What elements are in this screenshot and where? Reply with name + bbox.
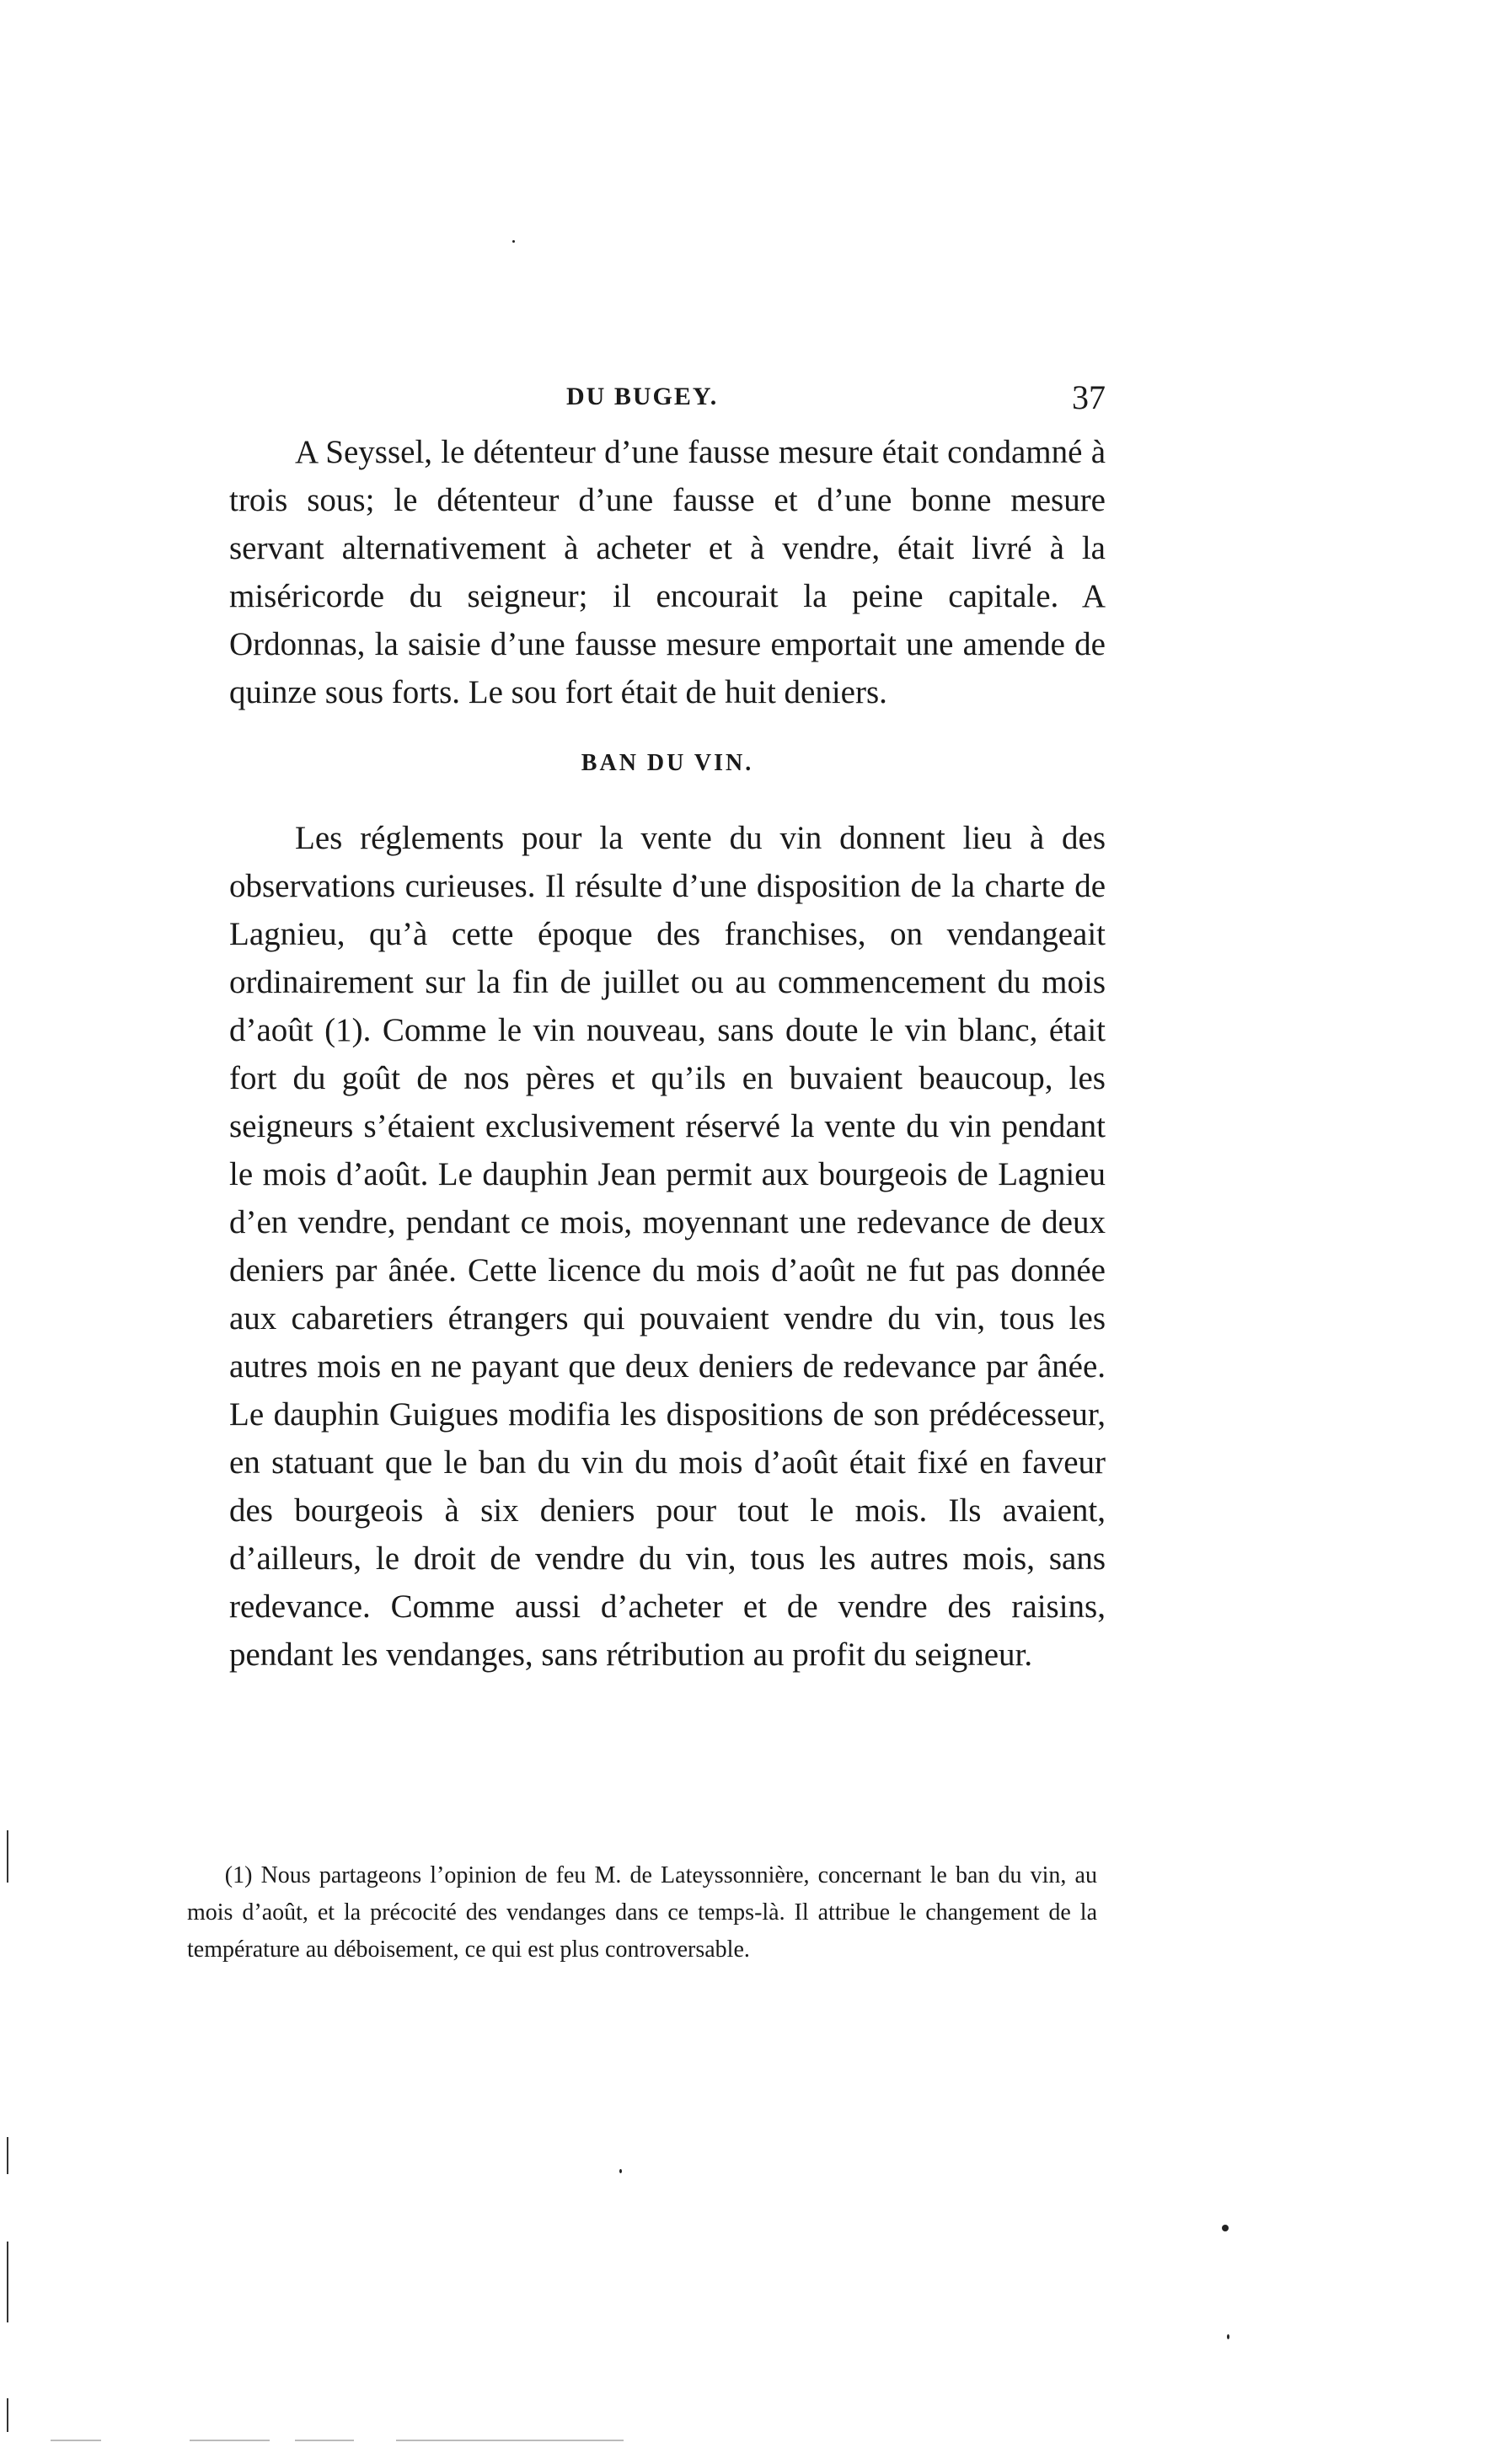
- footnote: (1) Nous partageons l’opinion de feu M. de Lateyssonnière, concernant le ban du vin, au mois d’août, et la précocité des vendanges dans ce temps-là. Il attribue le changement de la température au déboisement, ce qui est plus controversable.: [187, 1862, 1097, 1963]
- running-title: DU BUGEY.: [566, 383, 719, 410]
- paragraph-ban-du-vin: Les réglements pour la vente du vin donnent lieu à des observations curieuses. Il résulte d’une disposition de la charte de Lagnieu, qu’à cette époque des franchises, on vendangeait ordinairement sur la fin de juillet ou au commencement du mois d’août (1). Comme le vin nouveau, sans doute le vin blanc, était fort du goût de nos pères et qu’ils en buvaient beaucoup, les seigneurs s’étaient exclusivement réservé la vente du vin pendant le mois d’août. Le dauphin Jean permit aux bourgeois de Lagnieu d’en vendre, pendant ce mois, moyennant une redevance de deux deniers par ânée. Cette licence du mois d’août ne fut pas donnée aux cabaretiers étrangers qui pouvaient vendre du vin, tous les autres mois en ne payant que deux deniers de redevance par ânée. Le dauphin Guigues modifia les dispositions de son prédécesseur, en statuant que le ban du vin du mois d’août était fixé en faveur des bourgeois à six deniers pour tout le mois. Ils avaient, d’ailleurs, le droit de vendre du vin, tous les autres mois, sans redevance. Comme aussi d’acheter et de vendre des raisins, pendant les vendanges, sans rétribution au profit du seigneur.: [229, 820, 1106, 1673]
- scan-speck: [1222, 2225, 1229, 2231]
- section-heading: BAN DU VIN.: [581, 750, 754, 776]
- scan-margin-mark: [7, 1830, 8, 1883]
- scan-speck: [512, 240, 515, 243]
- scan-edge-dash: [396, 2440, 624, 2441]
- scan-edge-dash: [51, 2440, 101, 2441]
- scan-edge-dash: [295, 2440, 354, 2441]
- scan-speck: [1227, 2334, 1229, 2339]
- page-number: 37: [1072, 378, 1106, 416]
- main-text: [229, 428, 1106, 1679]
- paragraph-weights-measures: A Seyssel, le détenteur d’une fausse mesure était condamné à trois sous; le détenteur d’une fausse et d’une bonne mesure servant alternativement à acheter et à vendre, était livré à la miséricorde du seigneur; il encourait la peine capitale. A Ordonnas, la saisie d’une fausse mesure emportait une amende de quinze sous forts. Le sou fort était de huit deniers.: [229, 434, 1106, 710]
- scan-speck: [619, 2169, 622, 2173]
- running-head: [229, 378, 1106, 420]
- scan-margin-mark: [7, 2242, 8, 2322]
- scan-margin-mark: [7, 2137, 8, 2174]
- scan-edge-dash: [190, 2440, 270, 2441]
- scan-margin-mark: [7, 2398, 8, 2432]
